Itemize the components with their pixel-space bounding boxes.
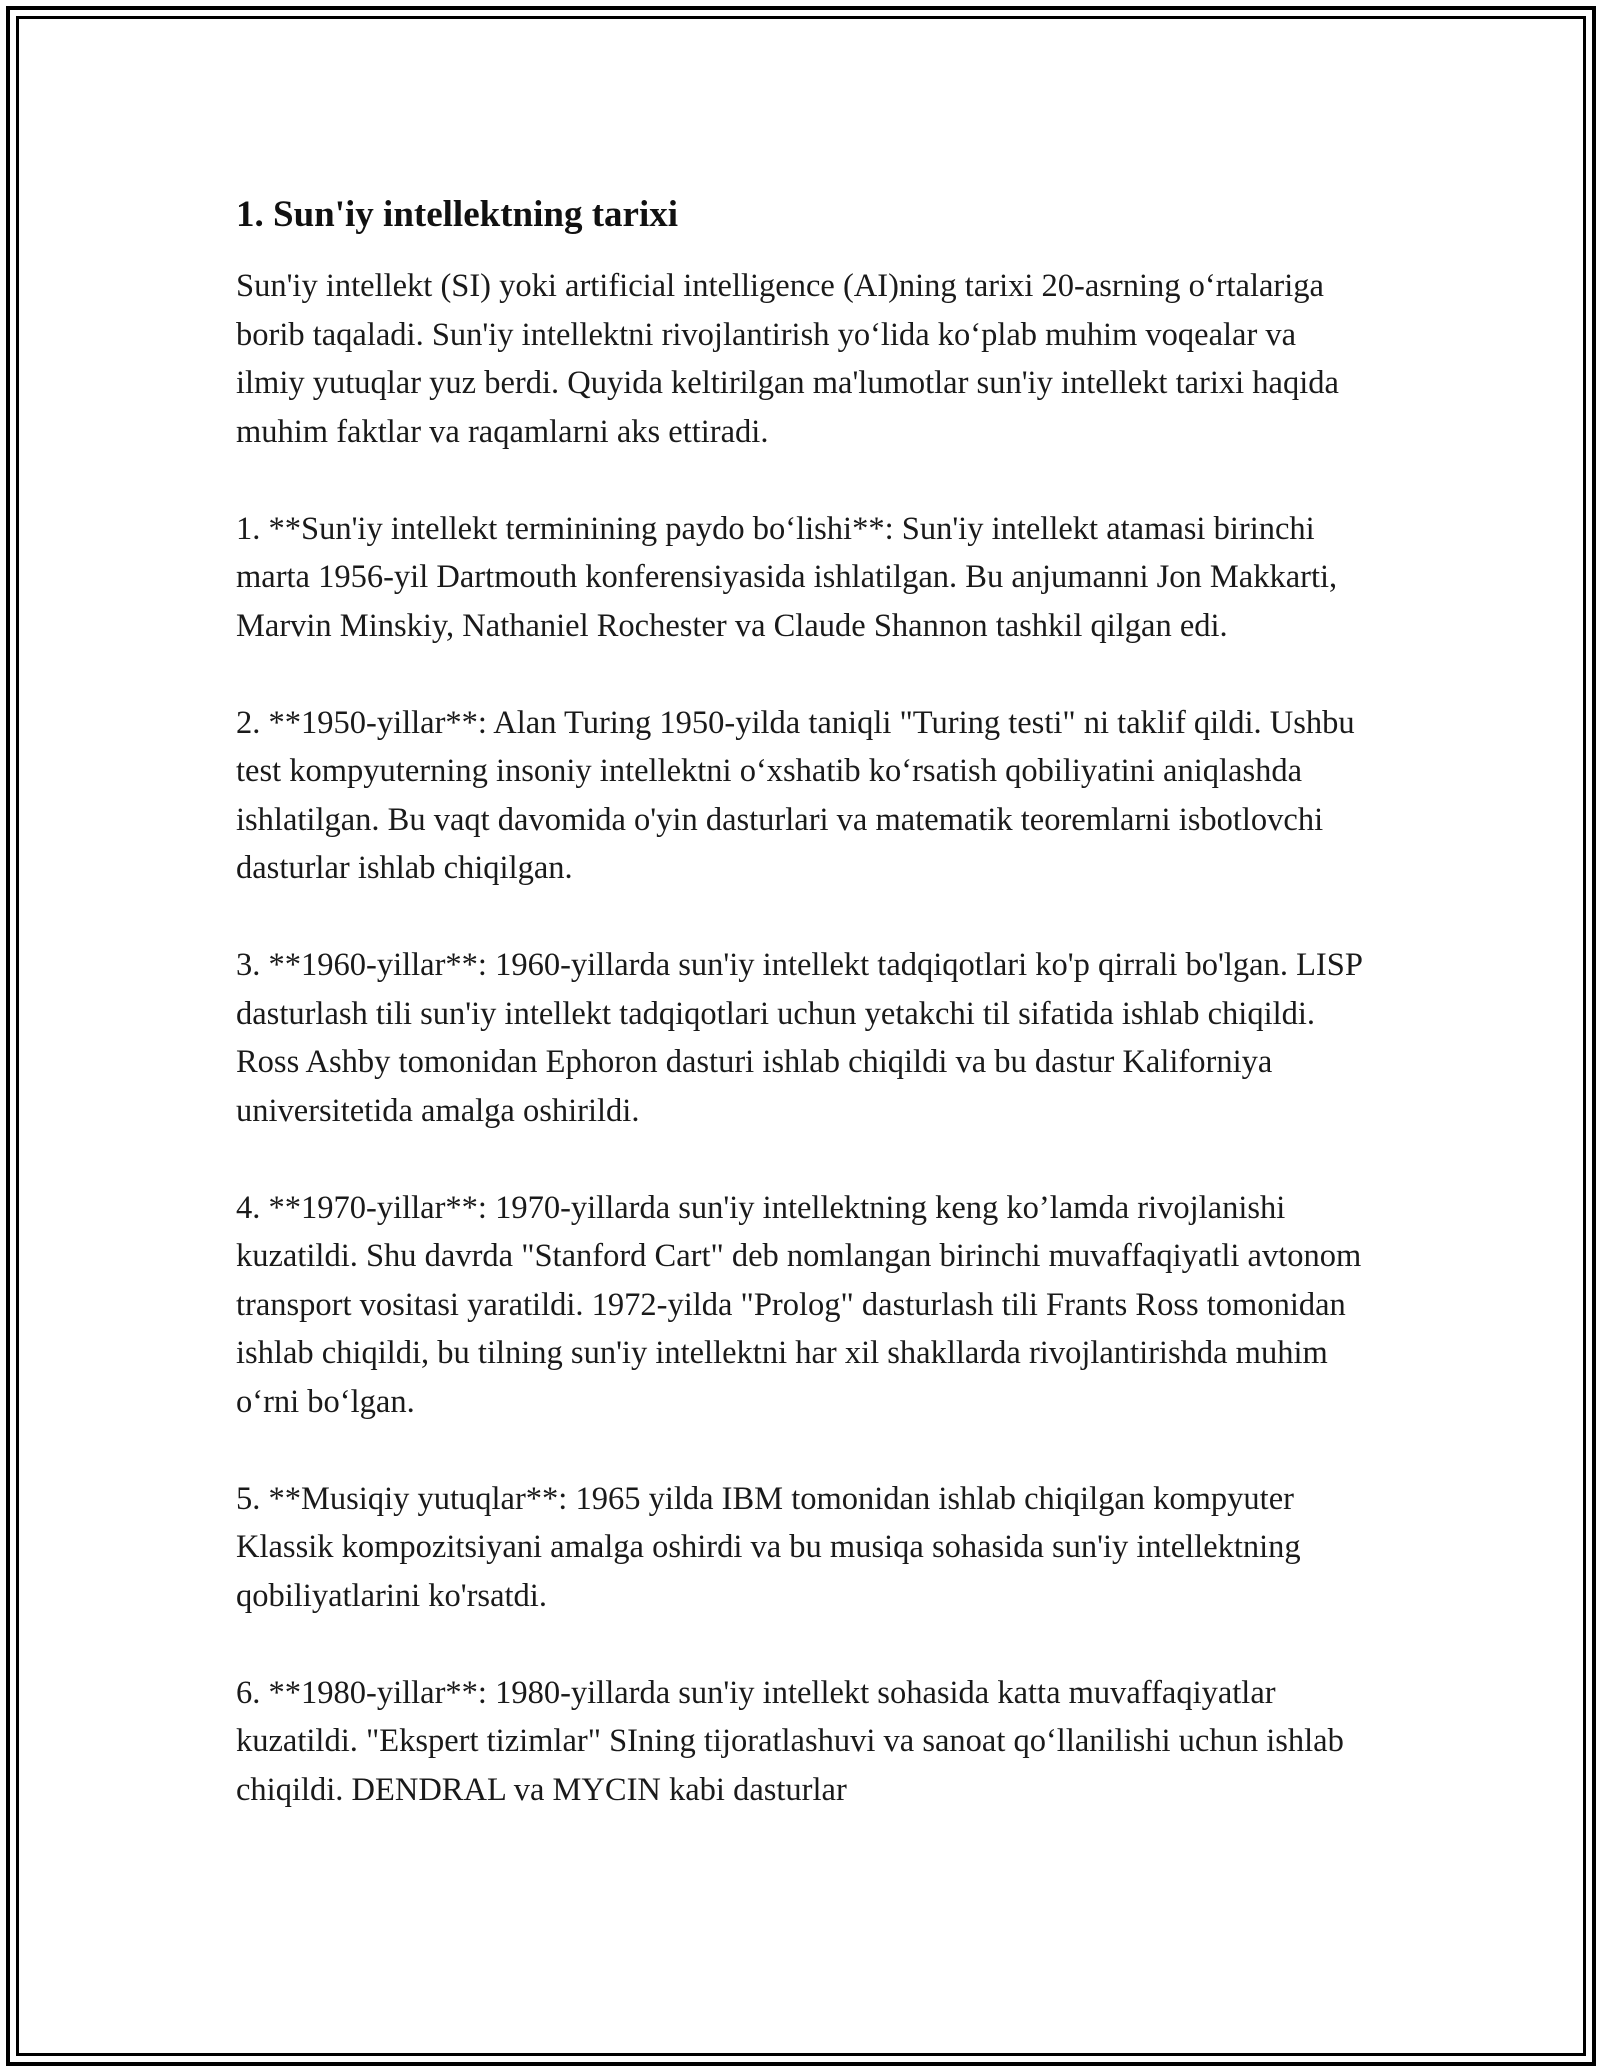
history-item-2: 2. **1950-yillar**: Alan Turing 1950-yilda taniqli "Turing testi" ni taklif qildi. Ushbu test kompyuterning insoniy intellektni o‘xshatib ko‘rsatish qobiliyatini aniqlashda ishlatilgan. Bu vaqt davomida o'yin dasturlari va matematik teoremlarni isbotlovchi dasturlar ishlab chiqilgan. <box>236 704 1355 886</box>
history-item-1: 1. **Sun'iy intellekt terminining paydo bo‘lishi**: Sun'iy intellekt atamasi birinchi marta 1956-yil Dartmouth konferensiyasida ishlatilgan. Bu anjumanni Jon Makkarti, Marvin Minskiy, Nathaniel Rochester va Claude Shannon tashkil qilgan edi. <box>236 510 1338 644</box>
intro-paragraph: Sun'iy intellekt (SI) yoki artificial intelligence (AI)ning tarixi 20-asrning o‘rtalariga borib taqaladi. Sun'iy intellektni rivojlantirish yo‘lida ko‘plab muhim voqealar va ilmiy yutuqlar yuz berdi. Quyida keltirilgan ma'lumotlar sun'iy intellekt tarixi haqida muhim faktlar va raqamlarni aks ettiradi. <box>236 268 1339 450</box>
history-item-6: 6. **1980-yillar**: 1980-yillarda sun'iy intellekt sohasida katta muvaffaqiyatlar kuzatildi. "Ekspert tizimlar" SIning tijoratlashuvi va sanoat qo‘llanilishi uchun ishlab chiqildi. DENDRAL va MYCIN kabi dasturlar <box>236 1674 1344 1808</box>
section-title: 1. Sun'iy intellektning tarixi <box>236 194 679 235</box>
document-body <box>236 186 1366 1814</box>
history-item-5: 5. **Musiqiy yutuqlar**: 1965 yilda IBM tomonidan ishlab chiqilgan kompyuter Klassik kompozitsiyani amalga oshirdi va bu musiqa sohasida sun'iy intellektning qobiliyatlarini ko'rsatdi. <box>236 1480 1301 1614</box>
history-item-3: 3. **1960-yillar**: 1960-yillarda sun'iy intellekt tadqiqotlari ko'p qirrali bo'lgan. LISP dasturlash tili sun'iy intellekt tadqiqotlari uchun yetakchi til sifatida ishlab chiqildi. Ross Ashby tomonidan Ephoron dasturi ishlab chiqildi va bu dastur Kaliforniya universitetida amalga oshirildi. <box>236 947 1362 1129</box>
history-item-4: 4. **1970-yillar**: 1970-yillarda sun'iy intellektning keng ko’lamda rivojlanishi kuzatildi. Shu davrda "Stanford Cart" deb nomlangan birinchi muvaffaqiyatli avtonom transport vositasi yaratildi. 1972-yilda "Prolog" dasturlash tili Frants Ross tomonidan ishlab chiqildi, bu tilning sun'iy intellektni har xil shakllarda rivojlantirishda muhim o‘rni bo‘lgan. <box>236 1189 1362 1420</box>
